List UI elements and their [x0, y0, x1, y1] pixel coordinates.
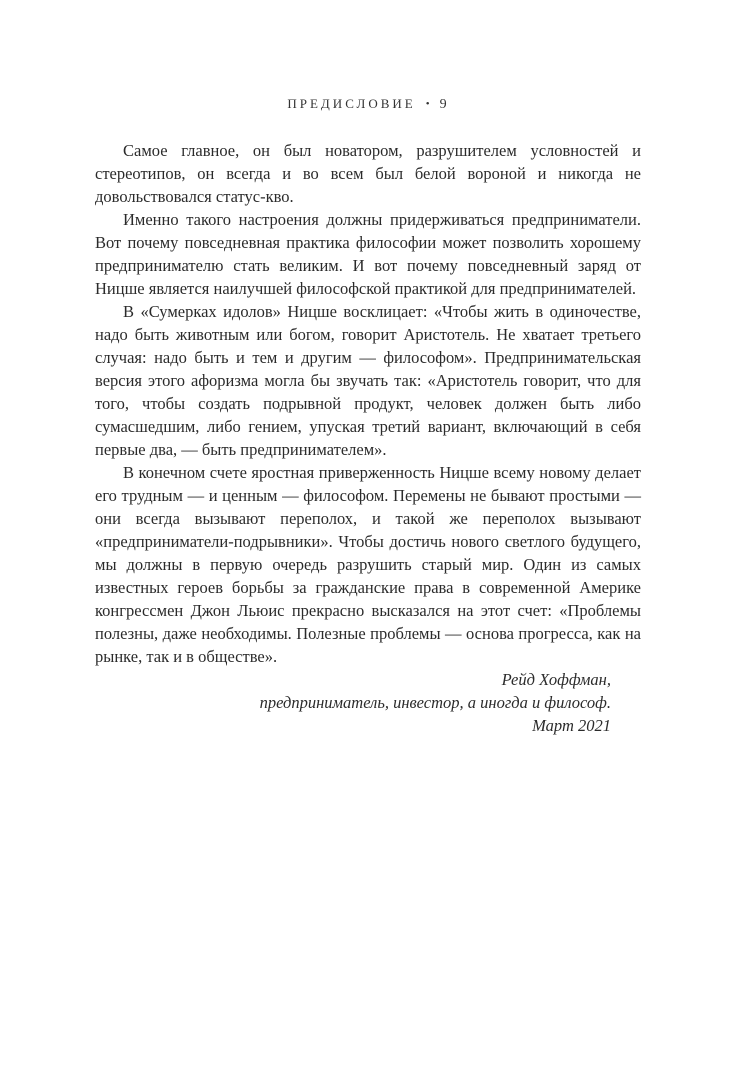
page-number: 9: [439, 97, 447, 112]
chapter-title: ПРЕДИСЛОВИЕ: [287, 96, 416, 111]
signature-role: предприниматель, инвестор, а иногда и философ.: [259, 693, 611, 712]
running-head: [0, 96, 734, 113]
paragraph: В конечном счете яростная приверженность Ницше всему новому делает его трудным — и ценным — философом. Перемены не бывают простыми — они всегда вызывают переполох, и такой же переполох вызывают «предприниматели-подрывники». Чтобы достичь нового светлого будущего, мы должны в первую очередь разрушить старый мир. Один из самых известных героев борьбы за гражданские права в современной Америке конгрессмен Джон Льюис прекрасно высказался на этот счет: «Проблемы полезны, даже необходимы. Полезные проблемы — основа прогресса, как на рынке, так и в обществе».: [95, 463, 641, 666]
signature-author: Рейд Хоффман,: [501, 670, 611, 689]
body-text: [95, 139, 641, 737]
header-separator-dot: •: [425, 98, 430, 110]
paragraph: Самое главное, он был новатором, разрушителем условностей и стереотипов, он всегда и во всем был белой вороной и никогда не довольствовался статус-кво.: [95, 141, 641, 206]
signature-date: Март 2021: [532, 716, 611, 735]
paragraph: Именно такого настроения должны придерживаться предприниматели. Вот почему повседневная практика философии может позволить хорошему предпринимателю стать великим. И вот почему повседневный заряд от Ницше является наилучшей философской практикой для предпринимателей.: [95, 210, 641, 298]
signature-block: [95, 668, 641, 737]
paragraph: В «Сумерках идолов» Ницше восклицает: «Чтобы жить в одиночестве, надо быть животным или богом, говорит Аристотель. Не хватает третьего случая: надо быть и тем и другим — философом». Предпринимательская версия этого афоризма могла бы звучать так: «Аристотель говорит, что для того, чтобы создать подрывной продукт, человек должен быть либо сумасшедшим, либо гением, упуская третий вариант, включающий в себя первые два, — быть предпринимателем».: [95, 302, 641, 459]
